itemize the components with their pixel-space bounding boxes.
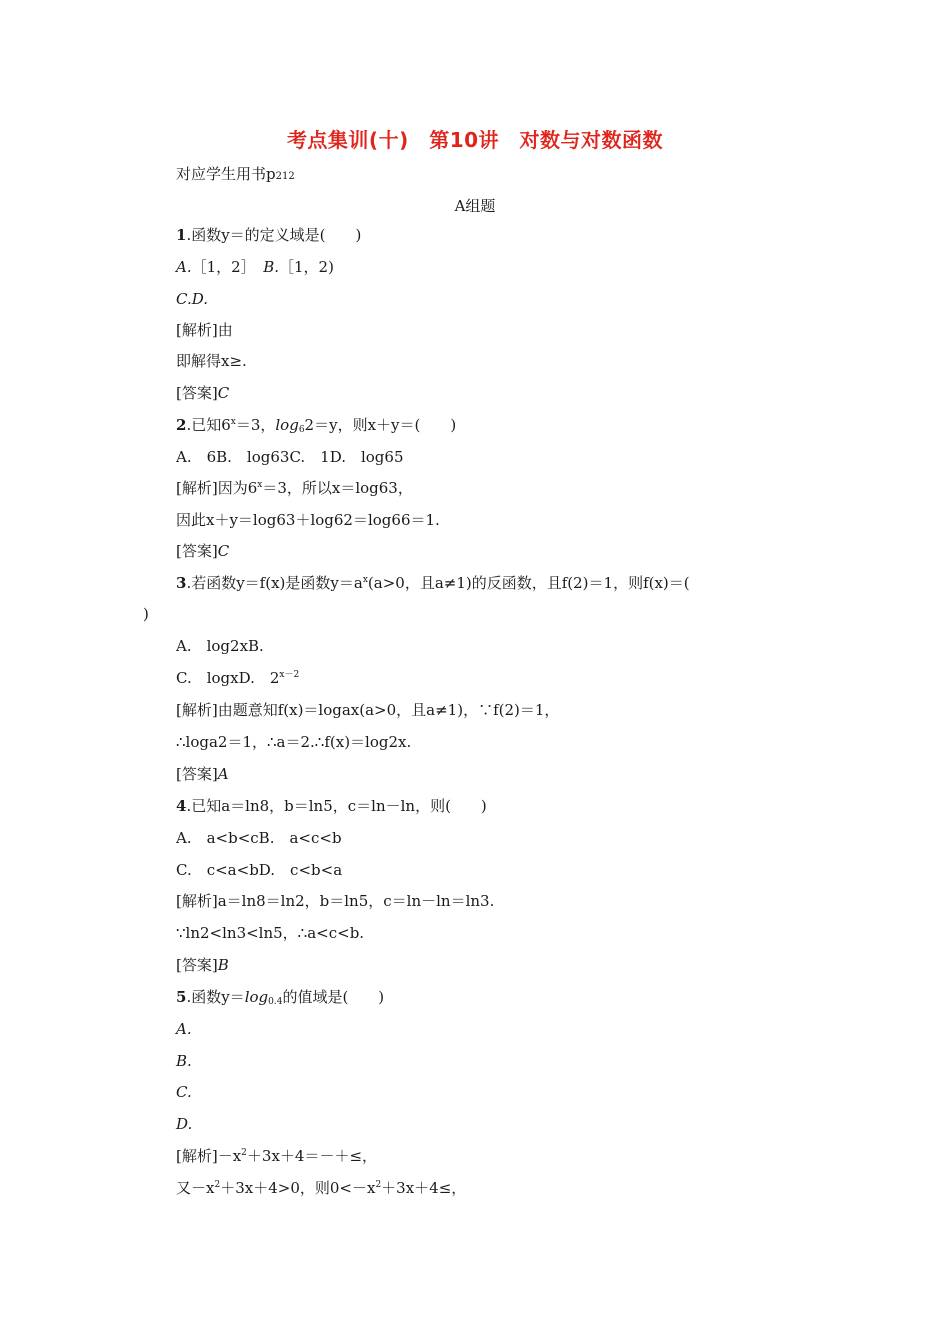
q4-answer xyxy=(176,955,229,975)
q5-stem-log: log xyxy=(244,988,269,1006)
q5-analysis-2-part-b: ＋3x＋4>0，则0<－x xyxy=(220,1179,376,1197)
q2-stem-part-c: 2＝y，则x＋y＝( ) xyxy=(304,416,457,434)
q4-analysis-2: ∵ln2<ln3<ln5，∴a<c<b. xyxy=(176,924,365,942)
q4-stem-text: .已知a＝ln8，b＝ln5，c＝ln－ln，则( ) xyxy=(186,797,487,815)
q3-stem-part-b: (a>0，且a≠1)的反函数，且f(2)＝1，则f(x)＝( xyxy=(367,574,690,592)
q5-analysis-1-exponent: 2 xyxy=(241,1148,247,1158)
q3-answer-label: [答案] xyxy=(176,765,218,783)
q2-answer-value: C xyxy=(217,542,230,560)
q2-analysis-part-b: ＝3，所以x＝log63， xyxy=(262,479,413,497)
q5-stem-log-base: 0.4 xyxy=(268,997,283,1007)
q4-number: 4 xyxy=(176,797,187,815)
q3-options-row1: A. log2xB. xyxy=(176,637,264,655)
q5-option-a: A. xyxy=(176,1020,192,1038)
q1-stem xyxy=(176,225,361,245)
q3-analysis-1: [解析]由题意知f(x)＝logax(a>0，且a≠1)，∵f(2)＝1， xyxy=(176,701,560,719)
q1-opt-b-text: ［1，2) xyxy=(279,258,334,276)
q2-stem xyxy=(176,415,456,435)
q1-answer-value: C xyxy=(217,384,230,402)
q4-stem xyxy=(176,796,487,816)
q3-stem-part-a: .若函数y＝f(x)是函数y＝a xyxy=(186,574,363,592)
q1-answer-label: [答案] xyxy=(176,384,218,402)
q5-option-b: B. xyxy=(176,1052,192,1070)
q3-stem-continued: ) xyxy=(143,605,149,623)
q1-analysis-1: [解析]由 xyxy=(176,321,233,339)
q1-opt-a-letter: A. xyxy=(176,258,192,276)
q5-analysis-2-part-c: ＋3x＋4≤， xyxy=(381,1179,467,1197)
q2-analysis-exponent: x xyxy=(257,480,263,490)
q3-options-row2-text: C. logxD. 2 xyxy=(176,669,280,687)
q1-options-row1 xyxy=(176,257,334,277)
q5-analysis-2-part-a: 又－x xyxy=(176,1179,215,1197)
q3-options-exponent: x－2 xyxy=(279,670,300,680)
q2-stem-log-base: 6 xyxy=(298,425,305,435)
q2-analysis-2: 因此x＋y＝log63＋log62＝log66＝1. xyxy=(176,511,440,529)
q5-stem xyxy=(176,987,384,1007)
q2-stem-part-b: ＝3， xyxy=(235,416,276,434)
q3-stem-exponent: x xyxy=(362,575,368,585)
q2-stem-exponent: x xyxy=(230,417,236,427)
q1-opt-a-text: ［1，2］ xyxy=(191,258,264,276)
q1-number: 1 xyxy=(176,226,187,244)
page-title: 考点集训(十) 第10讲 对数与对数函数 xyxy=(286,128,664,152)
q5-analysis-1 xyxy=(176,1146,377,1166)
student-book-page-letter: p xyxy=(266,165,276,183)
q5-stem-part-a: .函数y＝ xyxy=(186,988,245,1006)
q3-answer-value: A xyxy=(217,765,229,783)
q4-options-row1: A. a<b<cB. a<c<b xyxy=(176,829,342,847)
q2-options: A. 6B. log63C. 1D. log65 xyxy=(176,448,404,466)
q3-analysis-2: ∴loga2＝1，∴a＝2.∴f(x)＝log2x. xyxy=(176,733,412,751)
group-title: A组题 xyxy=(454,197,496,215)
q2-analysis-1 xyxy=(176,478,413,498)
q2-answer xyxy=(176,541,229,561)
q5-analysis-2-exponent-2: 2 xyxy=(375,1180,382,1190)
q1-opt-b-letter: B. xyxy=(263,258,279,276)
q2-stem-log: log xyxy=(275,416,299,434)
student-book-prefix: 对应学生用书 xyxy=(176,165,267,183)
q1-stem-text: .函数y＝的定义域是( ) xyxy=(186,226,362,244)
q3-number: 3 xyxy=(176,574,187,592)
q1-options-row2: C.D. xyxy=(176,290,208,308)
q2-analysis-part-a: [解析]因为6 xyxy=(176,479,258,497)
q2-answer-label: [答案] xyxy=(176,542,218,560)
q4-answer-label: [答案] xyxy=(176,956,218,974)
q1-analysis-2: 即解得x≥. xyxy=(176,352,247,370)
q5-analysis-2-exponent-1: 2 xyxy=(214,1180,221,1190)
q4-options-row2: C. c<a<bD. c<b<a xyxy=(176,861,343,879)
q5-analysis-2 xyxy=(176,1178,466,1198)
q3-stem xyxy=(176,573,690,593)
q2-stem-part-a: .已知6 xyxy=(186,416,231,434)
student-book-ref xyxy=(176,164,295,187)
q4-answer-value: B xyxy=(217,956,229,974)
q4-analysis-1: [解析]a＝ln8＝ln2，b＝ln5，c＝ln－ln＝ln3. xyxy=(176,892,495,910)
q5-number: 5 xyxy=(176,988,187,1006)
q5-analysis-1-part-b: ＋3x＋4＝－＋≤， xyxy=(246,1147,378,1165)
q5-stem-part-b: 的值域是( ) xyxy=(282,988,385,1006)
q5-option-c: C. xyxy=(176,1083,192,1101)
q1-answer xyxy=(176,383,229,403)
student-book-page-number: 212 xyxy=(275,171,295,182)
q2-number: 2 xyxy=(176,416,187,434)
q5-analysis-1-part-a: [解析]－x xyxy=(176,1147,242,1165)
q3-options-row2 xyxy=(176,668,299,688)
q5-option-d: D. xyxy=(176,1115,193,1133)
q3-answer xyxy=(176,764,229,784)
